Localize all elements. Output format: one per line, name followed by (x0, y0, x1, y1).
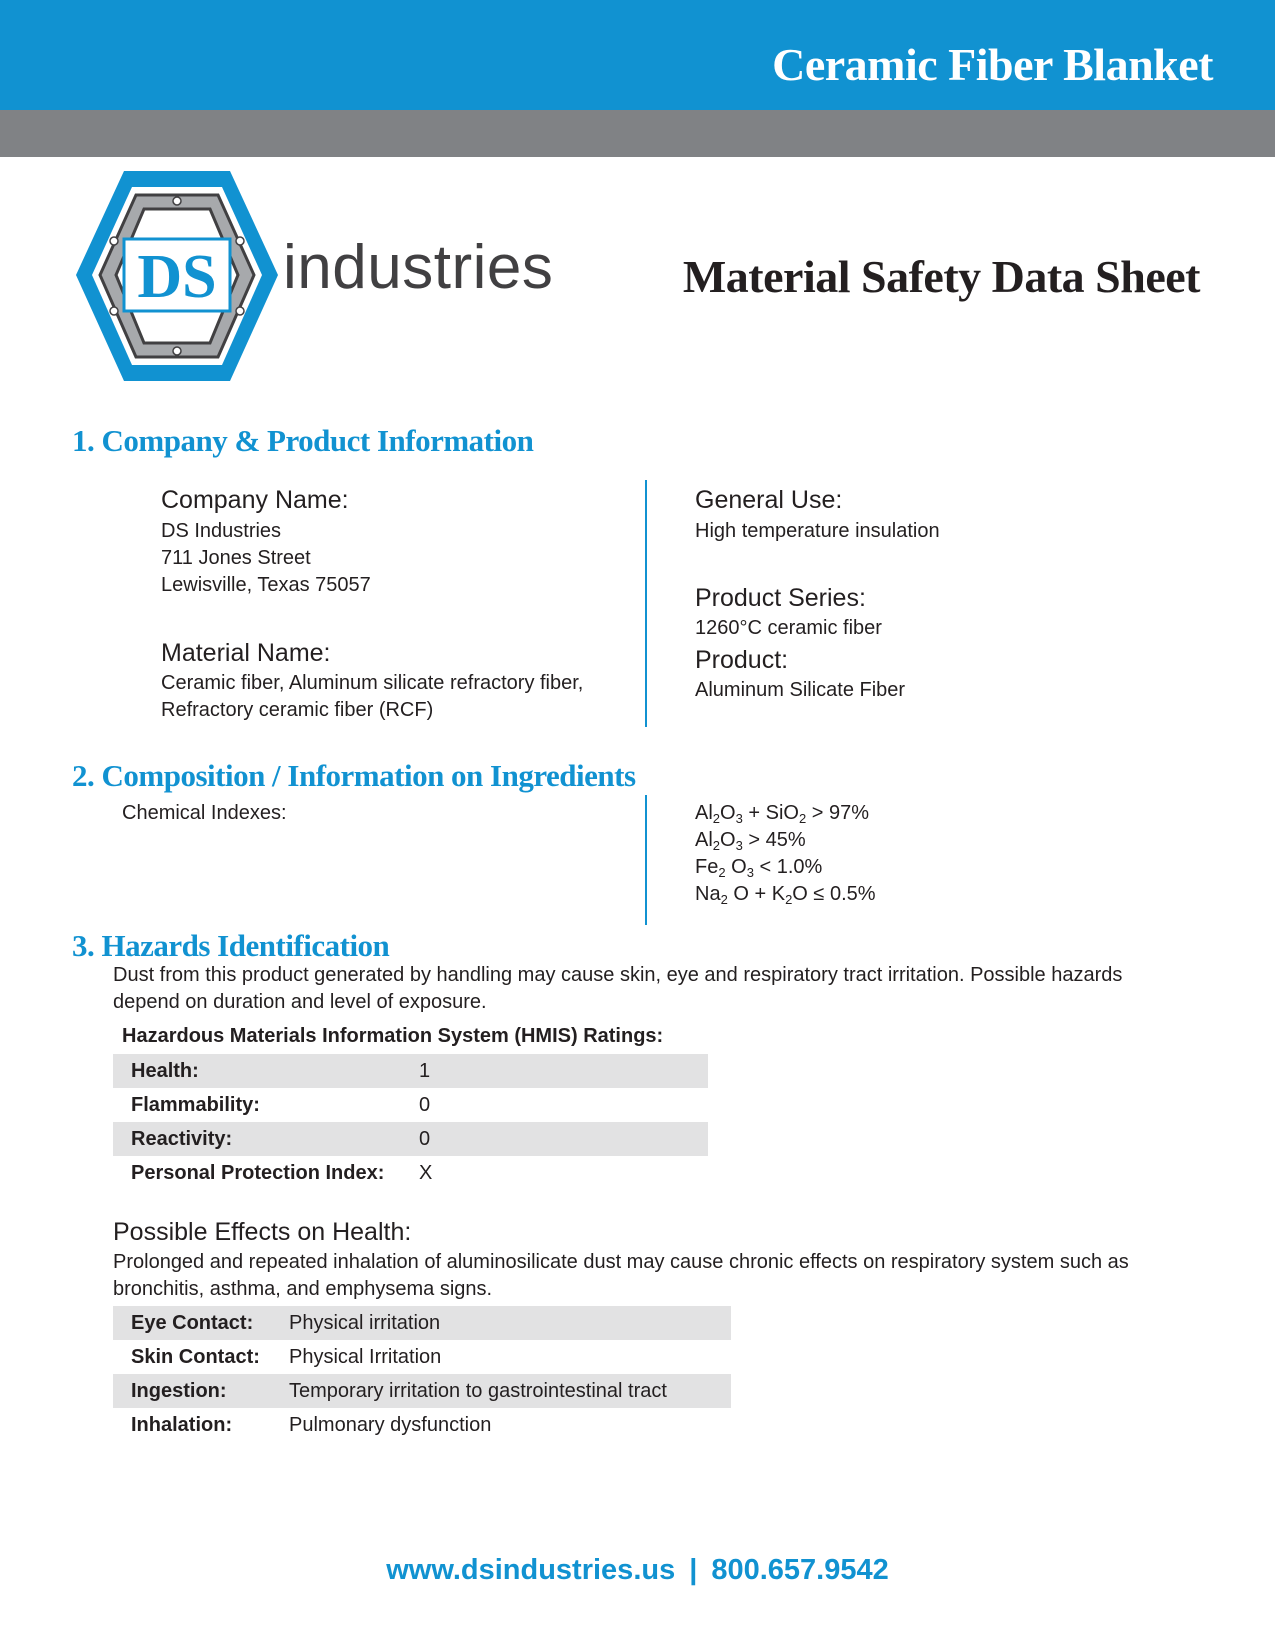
hmis-label: Health: (113, 1054, 401, 1088)
logo-wordmark: industries (283, 233, 554, 302)
general-use-label: General Use: (695, 486, 843, 514)
logo-bolt-icon (173, 197, 181, 205)
table-row (113, 1374, 731, 1408)
footer-separator: | (689, 1554, 698, 1586)
effect-label: Eye Contact: (113, 1306, 271, 1340)
ds-logo-icon (72, 163, 282, 388)
logo-bolt-icon (173, 347, 181, 355)
health-effects-label: Possible Effects on Health: (113, 1218, 412, 1246)
logo-bolt-icon (236, 237, 244, 245)
table-row (113, 1122, 708, 1156)
health-effects-text: Prolonged and repeated inhalation of aluminosilicate dust may cause chronic effects on respiratory system such as bronchitis, asthma, and emphysema signs. (113, 1251, 1129, 1300)
logo-mark-text: DS (137, 243, 217, 311)
hmis-label: Flammability: (131, 1093, 260, 1116)
document-type-title: Material Safety Data Sheet (682, 251, 1200, 302)
hmis-ratings-table (113, 1054, 708, 1190)
section-1-heading: 1. Company & Product Information (72, 423, 534, 458)
website-link[interactable]: www.dsindustries.us (386, 1554, 676, 1586)
chemical-index: $Al_2O_3 > 45\%$ (695, 829, 806, 853)
company-name-label: Company Name: (161, 486, 349, 514)
chemical-indexes-list (695, 800, 876, 908)
section-3-heading: 3. Hazards Identification (72, 928, 390, 963)
company-line: Lewisville, Texas 75057 (161, 574, 371, 596)
chemical-index: $Na_2$ $O + K_2O \le 0.5\%$ (695, 883, 876, 907)
table-row (113, 1306, 731, 1340)
effect-value: Pulmonary dysfunction (289, 1413, 492, 1436)
hmis-label: Reactivity: (113, 1122, 401, 1156)
material-name-value (161, 670, 583, 724)
section-2-heading: 2. Composition / Information on Ingredients (72, 758, 636, 793)
product-value: Aluminum Silicate Fiber (695, 679, 906, 701)
chemical-index: $Fe_2$ $O_3 < 1.0\%$ (695, 856, 823, 880)
company-line: DS Industries (161, 520, 282, 542)
phone-number[interactable]: 800.657.9542 (711, 1554, 889, 1586)
company-line: 711 Jones Street (161, 547, 311, 569)
logo-bolt-icon (110, 307, 118, 315)
hmis-value: 0 (419, 1093, 431, 1116)
table-row (113, 1408, 731, 1442)
header-gray-band (0, 110, 1275, 157)
footer-contact (0, 1554, 1275, 1587)
hazards-intro: Dust from this product generated by handling may cause skin, eye and respiratory tract irritation. Possible hazards depend on duration and level of exposure. (113, 964, 1123, 1013)
section-1-divider (645, 480, 647, 727)
section-2-divider (645, 795, 647, 925)
hmis-value: 1 (401, 1054, 708, 1088)
material-line: Refractory ceramic fiber (RCF) (161, 699, 434, 721)
effect-label: Skin Contact: (131, 1345, 260, 1368)
hmis-value: 0 (401, 1122, 708, 1156)
hmis-label: Personal Protection Index: (131, 1161, 385, 1184)
table-row (113, 1088, 708, 1122)
general-use-value: High temperature insulation (695, 520, 940, 542)
company-address (161, 518, 371, 599)
table-row (113, 1340, 731, 1374)
hmis-value: X (419, 1161, 433, 1184)
health-effects-table (113, 1306, 731, 1442)
logo-bolt-icon (236, 307, 244, 315)
chemical-index: $Al_2O_3 + SiO_2 > 97\%$ (695, 802, 870, 826)
effect-label: Ingestion: (113, 1374, 271, 1408)
effect-value: Physical Irritation (289, 1345, 442, 1368)
effect-label: Inhalation: (131, 1413, 233, 1436)
product-series-label: Product Series: (695, 584, 866, 612)
table-row (113, 1054, 708, 1088)
effect-value: Temporary irritation to gastrointestinal tract (271, 1374, 731, 1408)
table-row (113, 1156, 708, 1190)
effect-value: Physical irritation (271, 1306, 731, 1340)
material-line: Ceramic fiber, Aluminum silicate refractory fiber, (161, 672, 584, 694)
product-label: Product: (695, 646, 789, 674)
hmis-title: Hazardous Materials Information System (HMIS) Ratings: (122, 1025, 664, 1047)
logo-bolt-icon (110, 237, 118, 245)
product-series-value: 1260°C ceramic fiber (695, 617, 882, 639)
product-title: Ceramic Fiber Blanket (772, 39, 1213, 90)
chemical-indexes-label: Chemical Indexes: (122, 802, 287, 824)
material-name-label: Material Name: (161, 639, 331, 667)
